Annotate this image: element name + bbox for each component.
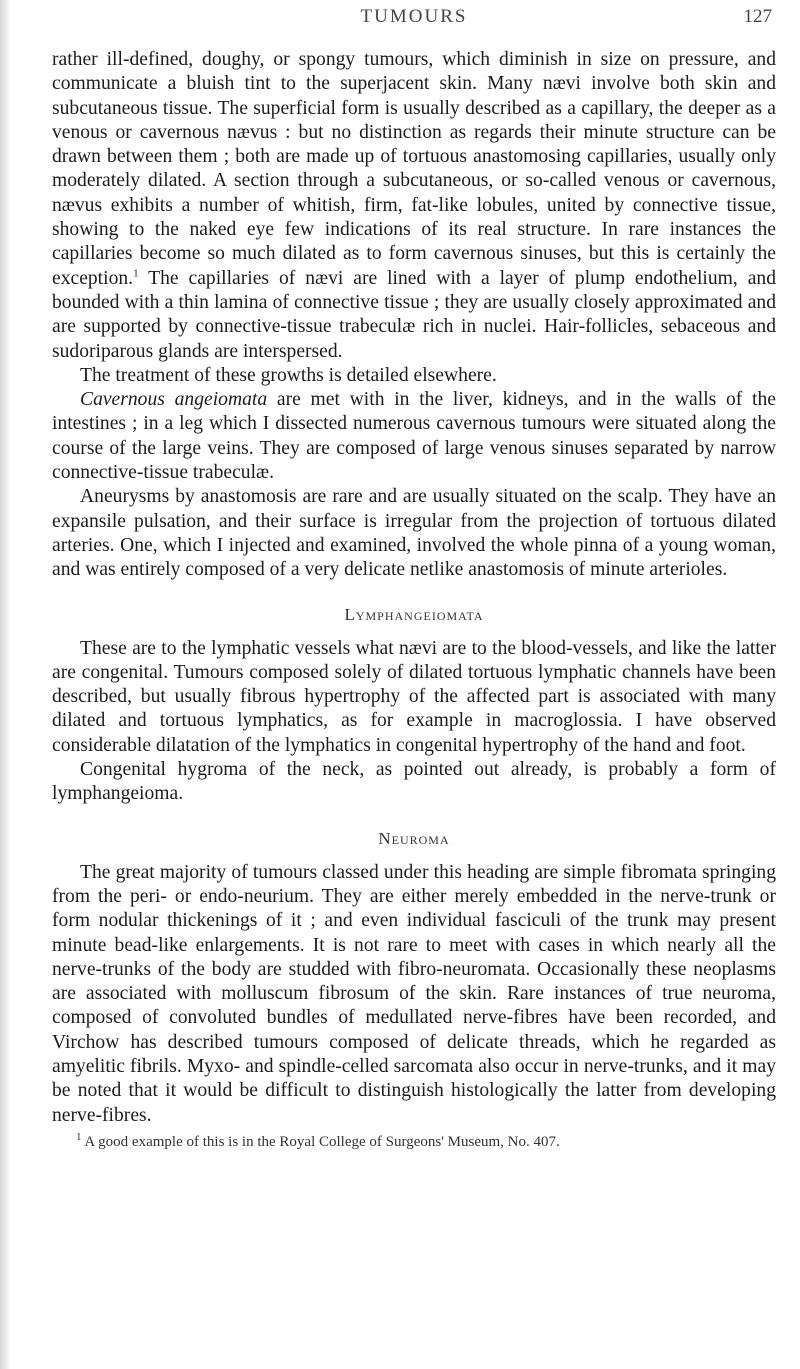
footnote-mark: 1 — [76, 1130, 82, 1143]
footnote — [52, 1132, 776, 1152]
paragraph-naevi — [52, 48, 776, 364]
paragraph-cavernous-angeiomata — [52, 388, 776, 485]
paragraph-naevi-continuation: The capillaries of nævi are lined with a layer of plump endothelium, and bounded with a thin lamina of connective tissue ; they are usually closely approximated and are supported by connective-tissue trabeculæ rich in nuclei. Hair-follicles, sebaceous and sudoriparous glands are interspersed. — [52, 267, 776, 362]
section-heading-neuroma: Neuroma — [378, 828, 450, 848]
term-cavernous-angeiomata: Cavernous angeiomata — [80, 389, 268, 411]
paragraph-neuroma: The great majority of tumours classed under this heading are simple fibromata springing from the peri- or endo-neurium. They are either merely embedded in the nerve-trunk or form nodular thickenings of it ; and even individual fasciculi of the trunk may present minute bead-like enlargements. It is not rare to meet with cases in which nearly all the nerve-trunks of the body are studded with fibro-neuromata. Occasionally these neoplasms are associated with molluscum fibrosum of the skin. Rare instances of true neuroma, composed of convoluted bundles of medullated nerve-fibres have been recorded, and Virchow has described tumours composed of delicate threads, which he regarded as amyelitic fibrils. Myxo- and spindle-celled sarcomata also occur in nerve-trunks, and it may be noted that it would be difficult to distinguish histologically the latter from developing nerve-fibres. — [52, 861, 776, 1126]
book-page — [52, 0, 776, 1369]
section-heading-lymphangeiomata: Lymphangeiomata — [344, 604, 484, 624]
page-number: 127 — [743, 6, 772, 27]
paragraph-treatment: The treatment of these growths is detailed elsewhere. — [80, 364, 497, 386]
paragraph-cavernous-text: are met with in the liver, kidneys, and in the walls of the intestines ; in a leg which I dissected numerous cavernous tumours were situated along the course of the large veins. They are composed of large venous sinuses separated by narrow connective-tissue trabeculæ. — [52, 389, 776, 484]
paragraph-naevi-text: rather ill-defined, doughy, or spongy tumours, which diminish in size on pressure, and communicate a bluish tint to the superjacent skin. Many nævi involve both skin and subcutaneous tissue. The superficial form is usually described as a capillary, the deeper as a venous or cavernous nævus : but no distinction as regards their minute structure can be drawn between them ; both are made up of tortuous anastomosing capillaries, usually only moderately dilated. A section through a subcutaneous, or so-called venous or cavernous, nævus exhibits a number of whitish, firm, fat-like lobules, united by connective tissue, showing to the naked eye few indications of its real structure. In rare instances the capillaries become so much dilated as to form cavernous sinuses, but this is certainly the exception. — [52, 49, 776, 289]
paragraph-aneurysms: Aneurysms by anastomosis are rare and are usually situated on the scalp. They have an expansile pulsation, and their surface is irregular from the projection of tortuous dilated arteries. One, which I injected and examined, involved the whole pinna of a young woman, and was entirely composed of a very delicate netlike anastomosis of minute arterioles. — [52, 486, 776, 581]
running-head — [52, 0, 776, 48]
footnote-reference: 1 — [133, 267, 139, 280]
footnote-text: A good example of this is in the Royal College of Surgeons' Museum, No. 407. — [81, 1133, 560, 1150]
running-title: TUMOURS — [360, 6, 468, 27]
page-left-edge — [0, 0, 9, 1369]
paragraph-hygroma: Congenital hygroma of the neck, as pointed out already, is probably a form of lymphangeioma. — [52, 759, 776, 805]
paragraph-lymphangeiomata: These are to the lymphatic vessels what nævi are to the blood-vessels, and like the latter are congenital. Tumours composed solely of dilated tortuous lymphatic channels have been described, but usually fibrous hypertrophy of the affected part is associated with many dilated and tortuous lymphatics, as for example in macroglossia. I have observed considerable dilatation of the lymphatics in congenital hypertrophy of the hand and foot. — [52, 637, 776, 756]
